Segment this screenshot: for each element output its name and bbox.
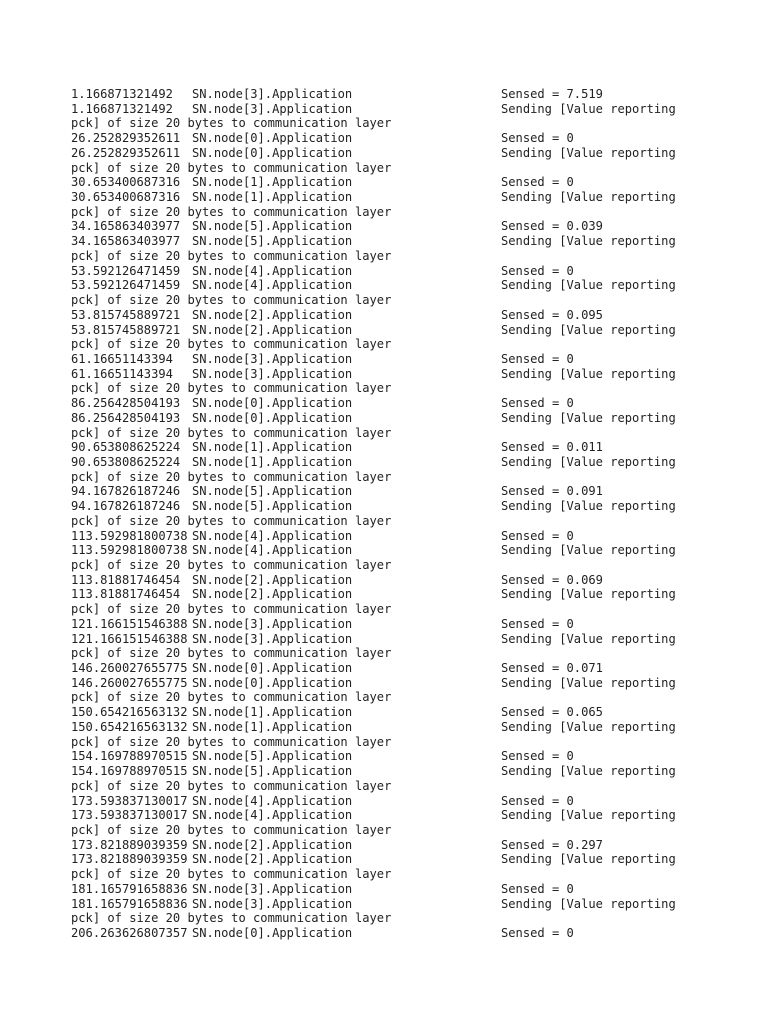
log-line-sending [71,632,751,647]
log-module: SN.node[3].Application [192,366,353,381]
log-module: SN.node[0].Application [192,661,353,676]
log-timestamp: 1.166871321492 [71,87,173,101]
log-timestamp: 1.166871321492 [71,101,173,116]
log-timestamp: 146.260027655775 [71,661,188,676]
log-module: SN.node[0].Application [192,675,353,690]
log-timestamp: 26.252829352611 [71,145,181,160]
log-continuation-text: pck] of size 20 bytes to communication layer [71,160,392,175]
log-module: SN.node[5].Application [192,484,353,499]
log-line-sensed [71,484,751,499]
log-line-sending [71,897,751,912]
log-continuation-text: pck] of size 20 bytes to communication layer [71,734,392,749]
log-sending-message: Sending [Value reporting [501,587,676,602]
log-sensed-message: Sensed = 0.039 [501,219,603,234]
log-timestamp: 30.653400687316 [71,175,181,190]
log-line-sensed [71,175,751,190]
log-continuation-text: pck] of size 20 bytes to communication layer [71,822,392,837]
log-timestamp: 146.260027655775 [71,675,188,690]
log-sensed-message: Sensed = 0.297 [501,837,603,852]
log-module: SN.node[1].Application [192,190,353,205]
log-timestamp: 34.165863403977 [71,234,181,249]
log-sensed-message: Sensed = 0.065 [501,705,603,720]
log-module: SN.node[4].Application [192,528,353,543]
log-line-continuation [71,823,751,838]
log-module: SN.node[0].Application [192,410,353,425]
log-sending-message: Sending [Value reporting [501,543,676,558]
log-continuation-text: pck] of size 20 bytes to communication layer [71,690,392,705]
log-timestamp: 53.592126471459 [71,278,181,293]
log-sensed-message: Sensed = 0 [501,749,574,764]
log-line-sensed [71,617,751,632]
log-sensed-message: Sensed = 0.091 [501,484,603,499]
log-timestamp: 53.592126471459 [71,263,181,278]
log-sensed-message: Sensed = 0 [501,528,574,543]
log-timestamp: 61.16651143394 [71,351,173,366]
log-timestamp: 173.593837130017 [71,793,188,808]
log-module: SN.node[1].Application [192,719,353,734]
log-timestamp: 173.821889039359 [71,852,188,867]
log-sensed-message: Sensed = 0.095 [501,307,603,322]
log-line-sending [71,808,751,823]
log-timestamp: 30.653400687316 [71,190,181,205]
log-timestamp: 90.653808625224 [71,454,181,469]
log-timestamp: 173.821889039359 [71,837,188,852]
log-sending-message: Sending [Value reporting [501,808,676,823]
trace-log [71,87,751,941]
log-timestamp: 206.263626807357 [71,925,188,940]
log-line-sensed [71,529,751,544]
log-timestamp: 94.167826187246 [71,484,181,499]
log-line-continuation [71,249,751,264]
log-timestamp: 86.256428504193 [71,396,181,411]
log-line-sending [71,146,751,161]
log-module: SN.node[5].Application [192,764,353,779]
log-line-sensed [71,440,751,455]
log-line-sending [71,190,751,205]
log-module: SN.node[1].Application [192,705,353,720]
log-module: SN.node[2].Application [192,572,353,587]
log-line-continuation [71,735,751,750]
log-line-continuation [71,911,751,926]
log-module: SN.node[4].Application [192,278,353,293]
log-module: SN.node[5].Application [192,219,353,234]
log-sending-message: Sending [Value reporting [501,278,676,293]
log-timestamp: 26.252829352611 [71,131,181,146]
log-continuation-text: pck] of size 20 bytes to communication layer [71,248,392,263]
log-line-continuation [71,646,751,661]
log-module: SN.node[3].Application [192,101,353,116]
log-line-sending [71,587,751,602]
log-line-sending [71,323,751,338]
log-line-continuation [71,337,751,352]
log-module: SN.node[3].Application [192,881,353,896]
log-module: SN.node[1].Application [192,440,353,455]
log-sending-message: Sending [Value reporting [501,764,676,779]
log-sending-message: Sending [Value reporting [501,719,676,734]
log-line-sending [71,676,751,691]
log-line-sensed [71,87,751,102]
log-timestamp: 53.815745889721 [71,322,181,337]
log-line-continuation [71,690,751,705]
log-sensed-message: Sensed = 0 [501,175,574,190]
log-continuation-text: pck] of size 20 bytes to communication layer [71,867,392,882]
log-timestamp: 154.169788970515 [71,749,188,764]
log-module: SN.node[4].Application [192,808,353,823]
log-line-sensed [71,749,751,764]
log-timestamp: 86.256428504193 [71,410,181,425]
log-line-continuation [71,116,751,131]
log-sensed-message: Sensed = 0 [501,881,574,896]
log-line-continuation [71,205,751,220]
log-timestamp: 121.166151546388 [71,631,188,646]
log-module: SN.node[4].Application [192,543,353,558]
log-sensed-message: Sensed = 0.011 [501,440,603,455]
log-continuation-text: pck] of size 20 bytes to communication layer [71,293,392,308]
log-module: SN.node[5].Application [192,499,353,514]
log-line-sensed [71,308,751,323]
log-timestamp: 113.81881746454 [71,587,181,602]
log-line-sensed [71,838,751,853]
log-module: SN.node[5].Application [192,749,353,764]
log-line-continuation [71,514,751,529]
log-sending-message: Sending [Value reporting [501,675,676,690]
log-module: SN.node[2].Application [192,837,353,852]
log-continuation-text: pck] of size 20 bytes to communication layer [71,425,392,440]
log-sending-message: Sending [Value reporting [501,631,676,646]
log-sending-message: Sending [Value reporting [501,366,676,381]
log-line-sending [71,852,751,867]
log-line-sensed [71,926,751,941]
log-sending-message: Sending [Value reporting [501,852,676,867]
log-module: SN.node[2].Application [192,322,353,337]
log-timestamp: 181.165791658836 [71,896,188,911]
log-continuation-text: pck] of size 20 bytes to communication layer [71,513,392,528]
log-sending-message: Sending [Value reporting [501,101,676,116]
log-line-sending [71,411,751,426]
log-line-sensed [71,264,751,279]
log-module: SN.node[1].Application [192,454,353,469]
log-timestamp: 154.169788970515 [71,764,188,779]
log-line-sending [71,367,751,382]
log-line-continuation [71,558,751,573]
log-line-continuation [71,602,751,617]
log-line-sensed [71,573,751,588]
log-sensed-message: Sensed = 7.519 [501,87,603,101]
log-timestamp: 150.654216563132 [71,705,188,720]
log-module: SN.node[3].Application [192,896,353,911]
log-module: SN.node[3].Application [192,87,353,101]
log-timestamp: 150.654216563132 [71,719,188,734]
log-line-continuation [71,470,751,485]
log-timestamp: 113.81881746454 [71,572,181,587]
log-timestamp: 173.593837130017 [71,808,188,823]
log-sensed-message: Sensed = 0.069 [501,572,603,587]
log-module: SN.node[0].Application [192,925,353,940]
log-line-sending [71,278,751,293]
log-continuation-text: pck] of size 20 bytes to communication layer [71,469,392,484]
log-continuation-text: pck] of size 20 bytes to communication layer [71,778,392,793]
log-sending-message: Sending [Value reporting [501,322,676,337]
log-timestamp: 181.165791658836 [71,881,188,896]
log-line-continuation [71,161,751,176]
log-sending-message: Sending [Value reporting [501,410,676,425]
log-line-sending [71,102,751,117]
log-timestamp: 94.167826187246 [71,499,181,514]
log-sending-message: Sending [Value reporting [501,499,676,514]
log-sensed-message: Sensed = 0.071 [501,661,603,676]
log-line-sending [71,720,751,735]
log-line-sensed [71,794,751,809]
log-timestamp: 61.16651143394 [71,366,173,381]
log-line-sensed [71,705,751,720]
log-timestamp: 121.166151546388 [71,616,188,631]
log-sensed-message: Sensed = 0 [501,925,574,940]
log-line-sending [71,455,751,470]
log-line-continuation [71,426,751,441]
log-module: SN.node[0].Application [192,396,353,411]
log-sensed-message: Sensed = 0 [501,616,574,631]
log-line-sensed [71,882,751,897]
log-line-sensed [71,396,751,411]
log-line-sensed [71,352,751,367]
log-sensed-message: Sensed = 0 [501,793,574,808]
log-line-sending [71,764,751,779]
log-module: SN.node[3].Application [192,351,353,366]
log-continuation-text: pck] of size 20 bytes to communication layer [71,337,392,352]
log-timestamp: 53.815745889721 [71,307,181,322]
log-sensed-message: Sensed = 0 [501,131,574,146]
log-sending-message: Sending [Value reporting [501,190,676,205]
log-sensed-message: Sensed = 0 [501,351,574,366]
log-sending-message: Sending [Value reporting [501,234,676,249]
log-sensed-message: Sensed = 0 [501,396,574,411]
log-module: SN.node[2].Application [192,587,353,602]
log-line-sensed [71,131,751,146]
log-timestamp: 34.165863403977 [71,219,181,234]
log-continuation-text: pck] of size 20 bytes to communication layer [71,381,392,396]
log-line-sending [71,499,751,514]
log-module: SN.node[4].Application [192,793,353,808]
log-continuation-text: pck] of size 20 bytes to communication layer [71,911,392,926]
log-continuation-text: pck] of size 20 bytes to communication layer [71,646,392,661]
log-module: SN.node[2].Application [192,852,353,867]
log-line-sending [71,543,751,558]
log-module: SN.node[2].Application [192,307,353,322]
log-module: SN.node[5].Application [192,234,353,249]
log-line-sensed [71,219,751,234]
log-continuation-text: pck] of size 20 bytes to communication layer [71,558,392,572]
log-timestamp: 113.592981800738 [71,543,188,558]
log-line-sending [71,234,751,249]
log-module: SN.node[3].Application [192,631,353,646]
log-module: SN.node[3].Application [192,616,353,631]
log-module: SN.node[0].Application [192,131,353,146]
log-sending-message: Sending [Value reporting [501,896,676,911]
log-continuation-text: pck] of size 20 bytes to communication layer [71,204,392,219]
log-timestamp: 90.653808625224 [71,440,181,455]
log-module: SN.node[0].Application [192,145,353,160]
log-module: SN.node[1].Application [192,175,353,190]
log-line-sensed [71,661,751,676]
log-timestamp: 113.592981800738 [71,528,188,543]
log-sending-message: Sending [Value reporting [501,454,676,469]
log-sensed-message: Sensed = 0 [501,263,574,278]
log-line-continuation [71,381,751,396]
log-sending-message: Sending [Value reporting [501,145,676,160]
log-line-continuation [71,867,751,882]
log-continuation-text: pck] of size 20 bytes to communication layer [71,116,392,131]
log-line-continuation [71,779,751,794]
log-continuation-text: pck] of size 20 bytes to communication layer [71,602,392,617]
log-line-continuation [71,293,751,308]
log-module: SN.node[4].Application [192,263,353,278]
